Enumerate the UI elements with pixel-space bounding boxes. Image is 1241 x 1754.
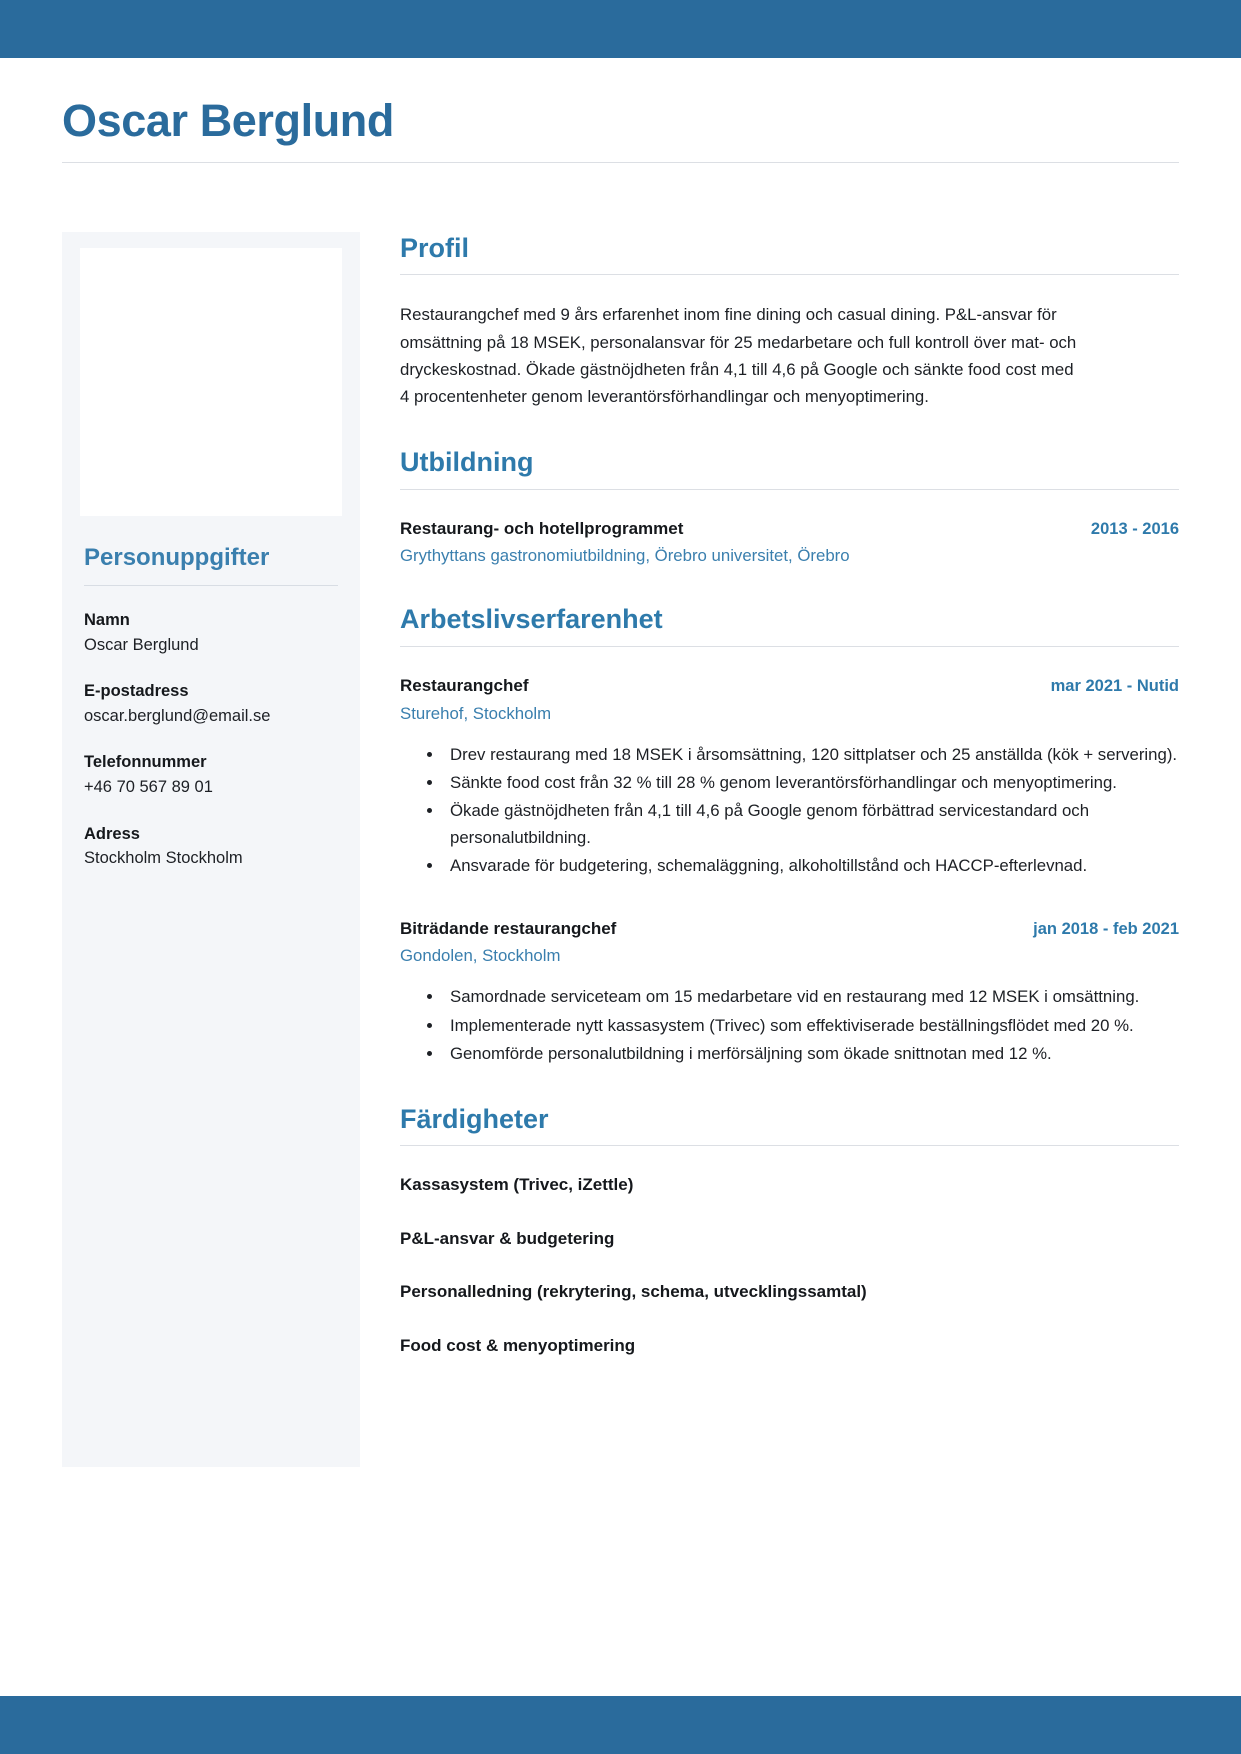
- skill-item: Food cost & menyoptimering: [400, 1335, 636, 1355]
- skill-item: Kassasystem (Trivec, iZettle): [400, 1175, 634, 1195]
- experience-entry-head: [400, 916, 1179, 942]
- education-entry-head: [400, 516, 1179, 542]
- footer-accent-bar: [0, 1696, 1241, 1754]
- header-accent-bar: [0, 0, 1241, 58]
- section-experience: [400, 603, 1179, 1067]
- experience-divider: [400, 646, 1179, 647]
- avatar: [80, 248, 342, 516]
- page-title: Oscar Berglund: [62, 95, 394, 146]
- education-heading: Utbildning: [400, 447, 534, 478]
- personal-detail-address: [84, 822, 338, 872]
- main-column: [360, 232, 1179, 1386]
- list-item: • Sänkte food cost från 32 % till 28 % genom leverantörsförhandlingar och menyoptimering.: [444, 769, 1179, 796]
- list-item: • Genomförde personalutbildning i merförsäljning som ökade snittnotan med 12 %.: [444, 1040, 1179, 1067]
- experience-employer: Gondolen, Stockholm: [400, 946, 561, 966]
- section-education: [400, 446, 1179, 569]
- list-item: • Samordnade serviceteam om 15 medarbetare vid en restaurang med 12 MSEK i omsättning.: [444, 983, 1179, 1010]
- personal-detail-name: [84, 608, 338, 658]
- experience-entry: [400, 673, 1179, 880]
- experience-title: Biträdande restaurangchef: [400, 918, 617, 938]
- section-skills: [400, 1103, 1179, 1358]
- education-entry: [400, 516, 1179, 570]
- detail-value: oscar.berglund@email.se: [84, 706, 271, 725]
- skills-divider: [400, 1145, 1179, 1146]
- personal-detail-email: [84, 679, 338, 729]
- skill-item: P&L-ansvar & budgetering: [400, 1228, 615, 1248]
- profile-heading: Profil: [400, 233, 470, 263]
- experience-bullet-list: [400, 983, 1179, 1067]
- sidebar-content: [62, 516, 360, 917]
- detail-value: Oscar Berglund: [84, 635, 199, 654]
- detail-value: Stockholm Stockholm: [84, 849, 243, 868]
- experience-entry: [400, 916, 1179, 1067]
- detail-value: +46 70 567 89 01: [84, 778, 213, 797]
- list-item: • Implementerade nytt kassasystem (Trivec) som effektiviserade beställningsflödet med 20 %.: [444, 1012, 1179, 1039]
- experience-heading: Arbetslivserfarenhet: [400, 604, 663, 635]
- experience-employer: Sturehof, Stockholm: [400, 703, 552, 723]
- skills-heading: Färdigheter: [400, 1103, 549, 1134]
- personal-details-heading: Personuppgifter: [84, 544, 270, 571]
- detail-label: E-postadress: [84, 682, 189, 701]
- experience-date: jan 2018 - feb 2021: [1033, 919, 1179, 938]
- personal-details-divider: [84, 585, 338, 586]
- personal-detail-phone: [84, 750, 338, 800]
- body-columns: [62, 232, 1179, 1467]
- profile-text: Restaurangchef med 9 års erfarenhet inom fine dining och casual dining. P&L-ansvar för omsättning på 18 MSEK, personalansvar för 25 medarbetare och full kontroll över mat- och dryckeskostnad. Ökade gästnöjdheten från 4,1 till 4,6 på Google och sänkte food cost med 4 procentenheter genom leverantörsförhandlingar och menyoptimering.: [400, 305, 1077, 406]
- experience-title: Restaurangchef: [400, 675, 529, 695]
- name-block: [62, 96, 1179, 163]
- profile-divider: [400, 274, 1179, 275]
- section-profile: [400, 232, 1179, 410]
- list-item: • Drev restaurang med 18 MSEK i årsomsättning, 120 sittplatser och 25 anställda (kök + servering).: [444, 741, 1179, 768]
- education-divider: [400, 489, 1179, 490]
- list-item: • Ökade gästnöjdheten från 4,1 till 4,6 på Google genom förbättrad servicestandard och personalutbildning.: [444, 797, 1179, 851]
- experience-date: mar 2021 - Nutid: [1050, 676, 1179, 695]
- name-divider: [62, 162, 1179, 163]
- experience-bullet-list: [400, 741, 1179, 880]
- skill-item: Personalledning (rekrytering, schema, utvecklingssamtal): [400, 1282, 867, 1302]
- experience-entry-head: [400, 673, 1179, 699]
- detail-label: Telefonnummer: [84, 753, 207, 772]
- education-title: Restaurang- och hotellprogrammet: [400, 518, 684, 538]
- detail-label: Namn: [84, 610, 130, 629]
- detail-label: Adress: [84, 824, 140, 843]
- education-institution: Grythyttans gastronomiutbildning, Örebro universitet, Örebro: [400, 546, 850, 566]
- education-date: 2013 - 2016: [1090, 519, 1179, 538]
- list-item: • Ansvarade för budgetering, schemaläggning, alkoholtillstånd och HACCP-efterlevnad.: [444, 852, 1179, 879]
- sidebar: [62, 232, 360, 1467]
